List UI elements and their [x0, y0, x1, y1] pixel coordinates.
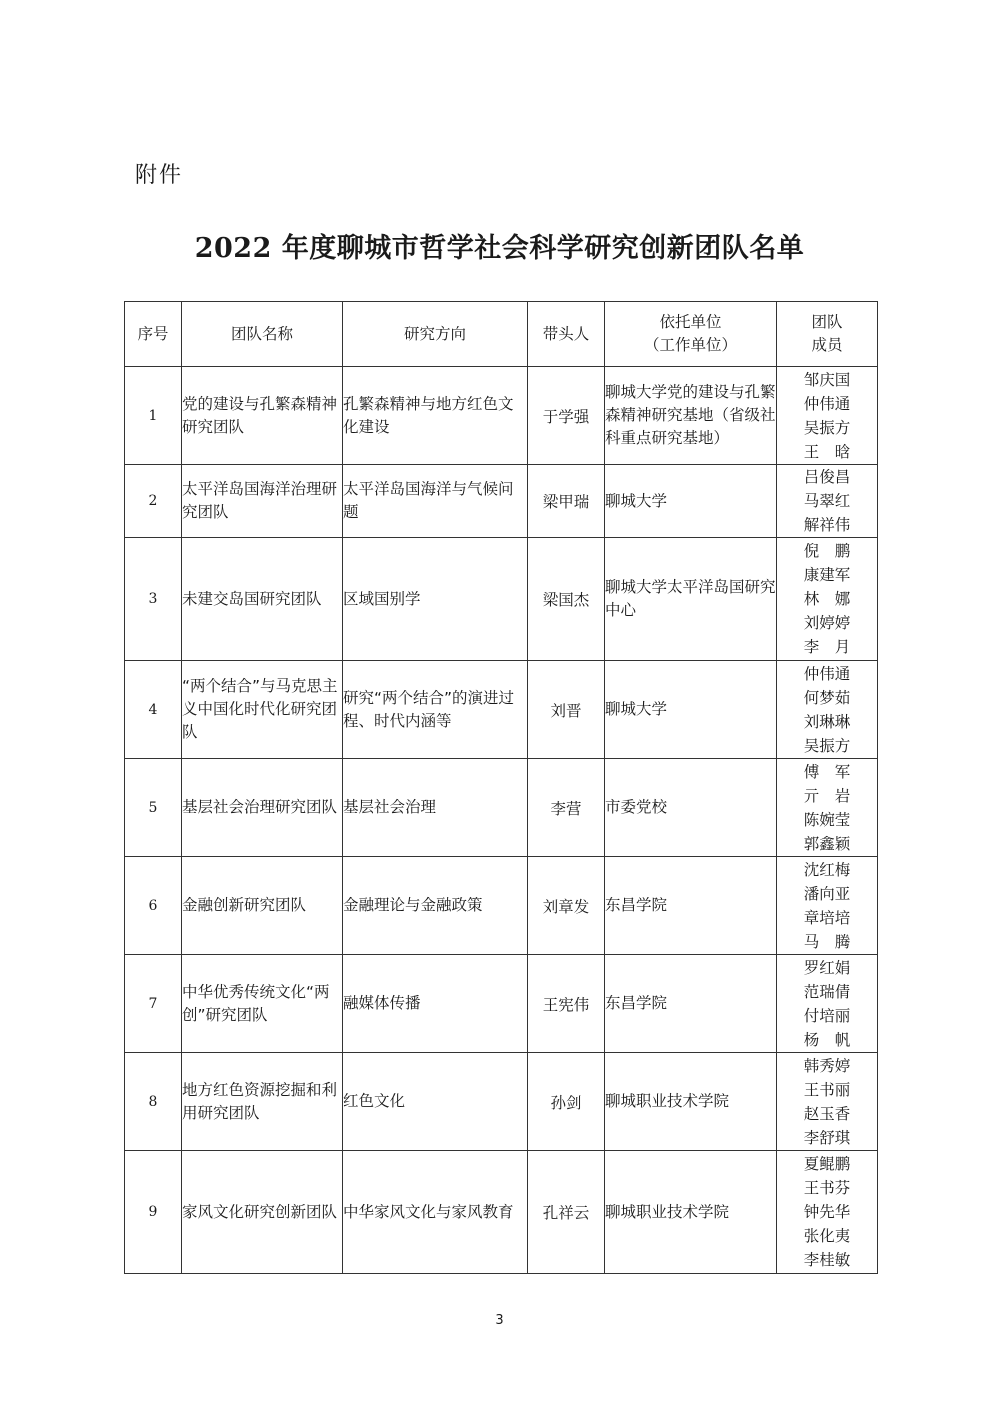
table-row [125, 465, 878, 538]
member-name: 康建军 [803, 566, 851, 584]
row-direction: 金融理论与金融政策 [343, 857, 528, 955]
member-name: 李 月 [803, 638, 851, 656]
member-name: 李舒琪 [803, 1128, 851, 1147]
row-unit: 东昌学院 [605, 955, 777, 1053]
member-name: 解祥伟 [803, 516, 851, 534]
member-name: 郭鑫颖 [803, 834, 851, 853]
row-unit: 东昌学院 [605, 857, 777, 955]
member-name: 杨 帆 [803, 1030, 851, 1049]
row-team-name: 金融创新研究团队 [182, 857, 343, 955]
row-leader: 李营 [528, 759, 605, 857]
page-title: 2022 年度聊城市哲学社会科学研究创新团队名单 [194, 233, 805, 264]
row-unit: 聊城大学 [605, 661, 777, 759]
row-members [777, 1053, 878, 1151]
header-unit-line1: 依托单位 [659, 313, 722, 331]
table-row [125, 1151, 878, 1274]
row-direction: 区域国别学 [343, 538, 528, 661]
row-unit: 市委党校 [605, 759, 777, 857]
member-name: 韩秀婷 [803, 1056, 851, 1075]
row-index: 7 [125, 955, 182, 1053]
row-index: 5 [125, 759, 182, 857]
member-name: 吴振方 [803, 418, 851, 437]
table-row [125, 1053, 878, 1151]
member-name: 章培培 [803, 908, 851, 927]
member-name: 吴振方 [803, 736, 851, 755]
row-leader: 王宪伟 [528, 955, 605, 1053]
member-name: 范瑞倩 [803, 982, 851, 1001]
header-team-name: 团队名称 [182, 302, 343, 367]
header-direction: 研究方向 [343, 302, 528, 367]
member-name: 赵玉香 [803, 1104, 851, 1123]
row-index: 4 [125, 661, 182, 759]
row-leader: 刘晋 [528, 661, 605, 759]
row-leader: 刘章发 [528, 857, 605, 955]
member-name: 刘琳琳 [803, 712, 851, 731]
table-row [125, 759, 878, 857]
row-index: 2 [125, 465, 182, 538]
row-leader: 孔祥云 [528, 1151, 605, 1274]
member-name: 何梦茹 [803, 688, 851, 707]
table-row [125, 538, 878, 661]
member-name: 仲伟通 [803, 394, 851, 413]
attachment-label: 附件 [135, 163, 184, 188]
row-direction: 研究“两个结合”的演进过程、时代内涵等 [343, 661, 528, 759]
member-name: 吕俊昌 [803, 468, 851, 486]
row-members [777, 367, 878, 465]
table-row [125, 857, 878, 955]
row-direction: 融媒体传播 [343, 955, 528, 1053]
row-team-name: 太平洋岛国海洋治理研究团队 [182, 465, 343, 538]
row-index: 6 [125, 857, 182, 955]
row-team-name: 基层社会治理研究团队 [182, 759, 343, 857]
row-members [777, 759, 878, 857]
header-leader: 带头人 [528, 302, 605, 367]
member-name: 林 娜 [803, 590, 851, 608]
row-unit: 聊城大学 [605, 465, 777, 538]
member-name: 张化夷 [803, 1227, 851, 1245]
member-name: 邹庆国 [803, 370, 851, 389]
row-leader: 梁甲瑞 [528, 465, 605, 538]
member-name: 马翠红 [803, 492, 851, 510]
row-team-name: 中华优秀传统文化“两创”研究团队 [182, 955, 343, 1053]
row-unit: 聊城职业技术学院 [605, 1151, 777, 1274]
row-leader: 孙剑 [528, 1053, 605, 1151]
member-name: 王书芬 [803, 1179, 851, 1197]
member-name: 钟先华 [803, 1203, 851, 1221]
member-name: 付培丽 [803, 1006, 851, 1025]
row-members [777, 661, 878, 759]
header-unit [605, 302, 777, 367]
member-name: 倪 鹏 [803, 542, 851, 560]
row-leader: 于学强 [528, 367, 605, 465]
table-row [125, 367, 878, 465]
row-leader: 梁国杰 [528, 538, 605, 661]
row-unit: 聊城大学党的建设与孔繁森精神研究基地（省级社科重点研究基地） [605, 367, 777, 465]
member-name: 陈婉莹 [803, 810, 851, 829]
row-team-name: 地方红色资源挖掘和利用研究团队 [182, 1053, 343, 1151]
header-index: 序号 [125, 302, 182, 367]
row-index: 3 [125, 538, 182, 661]
row-direction: 孔繁森精神与地方红色文化建设 [343, 367, 528, 465]
table-row [125, 955, 878, 1053]
table-row [125, 661, 878, 759]
row-team-name: 党的建设与孔繁森精神研究团队 [182, 367, 343, 465]
member-name: 罗红娟 [803, 958, 851, 977]
row-team-name: 未建交岛国研究团队 [182, 538, 343, 661]
header-members [777, 302, 878, 367]
table-header-row [125, 302, 878, 367]
row-members [777, 1151, 878, 1274]
row-direction: 太平洋岛国海洋与气候问题 [343, 465, 528, 538]
row-direction: 中华家风文化与家风教育 [343, 1151, 528, 1274]
row-team-name: “两个结合”与马克思主义中国化时代化研究团队 [182, 661, 343, 759]
header-unit-line2: （工作单位） [643, 336, 737, 354]
row-index: 9 [125, 1151, 182, 1274]
row-unit: 聊城职业技术学院 [605, 1053, 777, 1151]
page-number: 3 [495, 1313, 504, 1328]
member-name: 刘婷婷 [803, 614, 851, 632]
row-members [777, 538, 878, 661]
header-members-line1: 团队 [811, 313, 843, 331]
row-team-name: 家风文化研究创新团队 [182, 1151, 343, 1274]
member-name: 夏鲲鹏 [803, 1155, 851, 1173]
row-direction: 基层社会治理 [343, 759, 528, 857]
member-name: 王书丽 [803, 1080, 851, 1099]
member-name: 仲伟通 [803, 664, 851, 683]
member-name: 马 腾 [803, 932, 851, 951]
header-members-line2: 成员 [811, 336, 843, 354]
row-unit: 聊城大学太平洋岛国研究中心 [605, 538, 777, 661]
row-members [777, 465, 878, 538]
row-direction: 红色文化 [343, 1053, 528, 1151]
row-members [777, 857, 878, 955]
member-name: 亓 岩 [803, 786, 851, 805]
member-name: 潘向亚 [803, 884, 851, 903]
row-index: 8 [125, 1053, 182, 1151]
row-members [777, 955, 878, 1053]
member-name: 王 晗 [803, 442, 851, 461]
member-name: 傅 军 [803, 762, 851, 781]
member-name: 李桂敏 [803, 1251, 851, 1269]
team-roster-table [124, 301, 878, 1274]
member-name: 沈红梅 [803, 860, 851, 879]
table-body [125, 367, 878, 1274]
row-index: 1 [125, 367, 182, 465]
